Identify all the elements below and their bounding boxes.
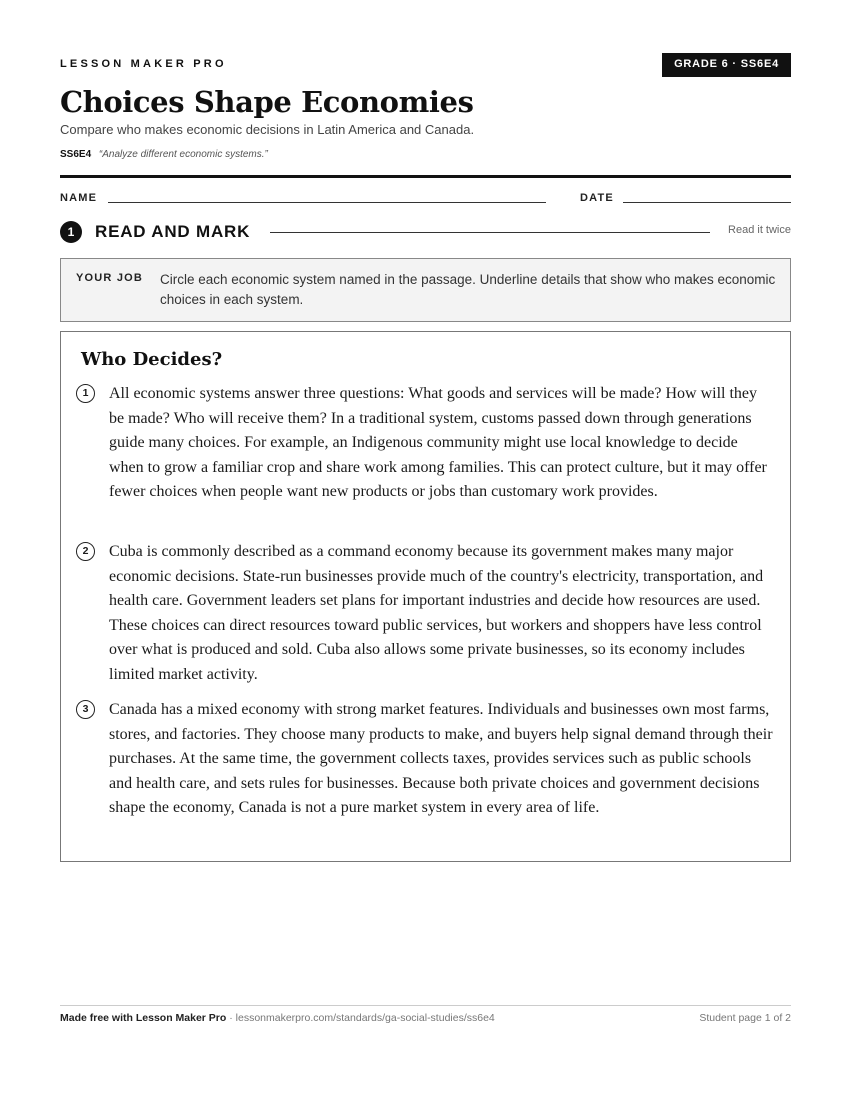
name-date-row (60, 190, 791, 206)
reading-passage (60, 331, 791, 862)
standard-code: SS6E4 (60, 149, 92, 160)
footer-brand: Made free with Lesson Maker Pro (60, 1012, 227, 1024)
date-field[interactable] (623, 202, 791, 203)
page-title: Choices Shape Economies (60, 85, 474, 119)
standard-quote: “Analyze different economic systems.” (98, 149, 268, 160)
worksheet-page (60, 0, 791, 1100)
paragraph-number: 3 (76, 700, 95, 719)
date-label: DATE (580, 192, 614, 204)
footer-url: · lessonmakerpro.com/standards/ga-social-studies/ss6e4 (226, 1012, 495, 1024)
your-job-label: YOUR JOB (76, 272, 144, 284)
section-header (60, 220, 791, 244)
name-label: NAME (60, 192, 98, 204)
brand-name: LESSON MAKER PRO (60, 58, 227, 70)
page-subtitle: Compare who makes economic decisions in Latin America and Canada. (60, 122, 475, 137)
section-number-badge: 1 (60, 221, 82, 243)
paragraph-text: All economic systems answer three questions: What goods and services will be made? How will they be made? Who will receive them? In a traditional system, customs passed down through generations guide many choices. For example, an Indigenous community might use local knowledge to decide when to grow a familiar crop and share work among families. This can protect culture, but it may offer fewer choices when people want new products or jobs than customary work provides. (109, 385, 767, 501)
passage-title: Who Decides? (81, 349, 223, 370)
name-field[interactable] (108, 202, 546, 203)
your-job-instructions: Circle each economic system named in the passage. Underline details that show who makes economic choices in each system. (160, 272, 776, 307)
grade-badge: GRADE 6 · SS6E4 (662, 53, 791, 77)
header-divider (60, 175, 791, 178)
paragraph-text: Canada has a mixed economy with strong market features. Individuals and businesses own most farms, stores, and factories. They choose many products to make, and buyers help signal demand through their purchases. At the same time, the government collects taxes, provides services such as public schools and health care, and sets rules for businesses. Because both private choices and government decisions shape the economy, Canada is not a pure market system in every area of life. (109, 701, 773, 817)
paragraph-number: 1 (76, 384, 95, 403)
paragraph-number: 2 (76, 542, 95, 561)
footer-divider (60, 1005, 791, 1006)
section-divider (270, 232, 710, 233)
footer-credit (60, 1012, 495, 1024)
standard-line (60, 148, 268, 162)
your-job-box (60, 258, 791, 322)
section-title: READ AND MARK (95, 222, 251, 241)
paragraph-text: Cuba is commonly described as a command economy because its government makes many major economic decisions. State-run businesses provide much of the country's electricity, transportation, and health care. Government leaders set plans for important industries and decide how resources are used. These choices can direct resources toward public services, but workers and shoppers have less control over what is produced and sold. Cuba also allows some private businesses, so its economy includes limited market activity. (109, 543, 764, 683)
page-indicator: Student page 1 of 2 (699, 1012, 791, 1024)
section-note: Read it twice (728, 224, 791, 236)
